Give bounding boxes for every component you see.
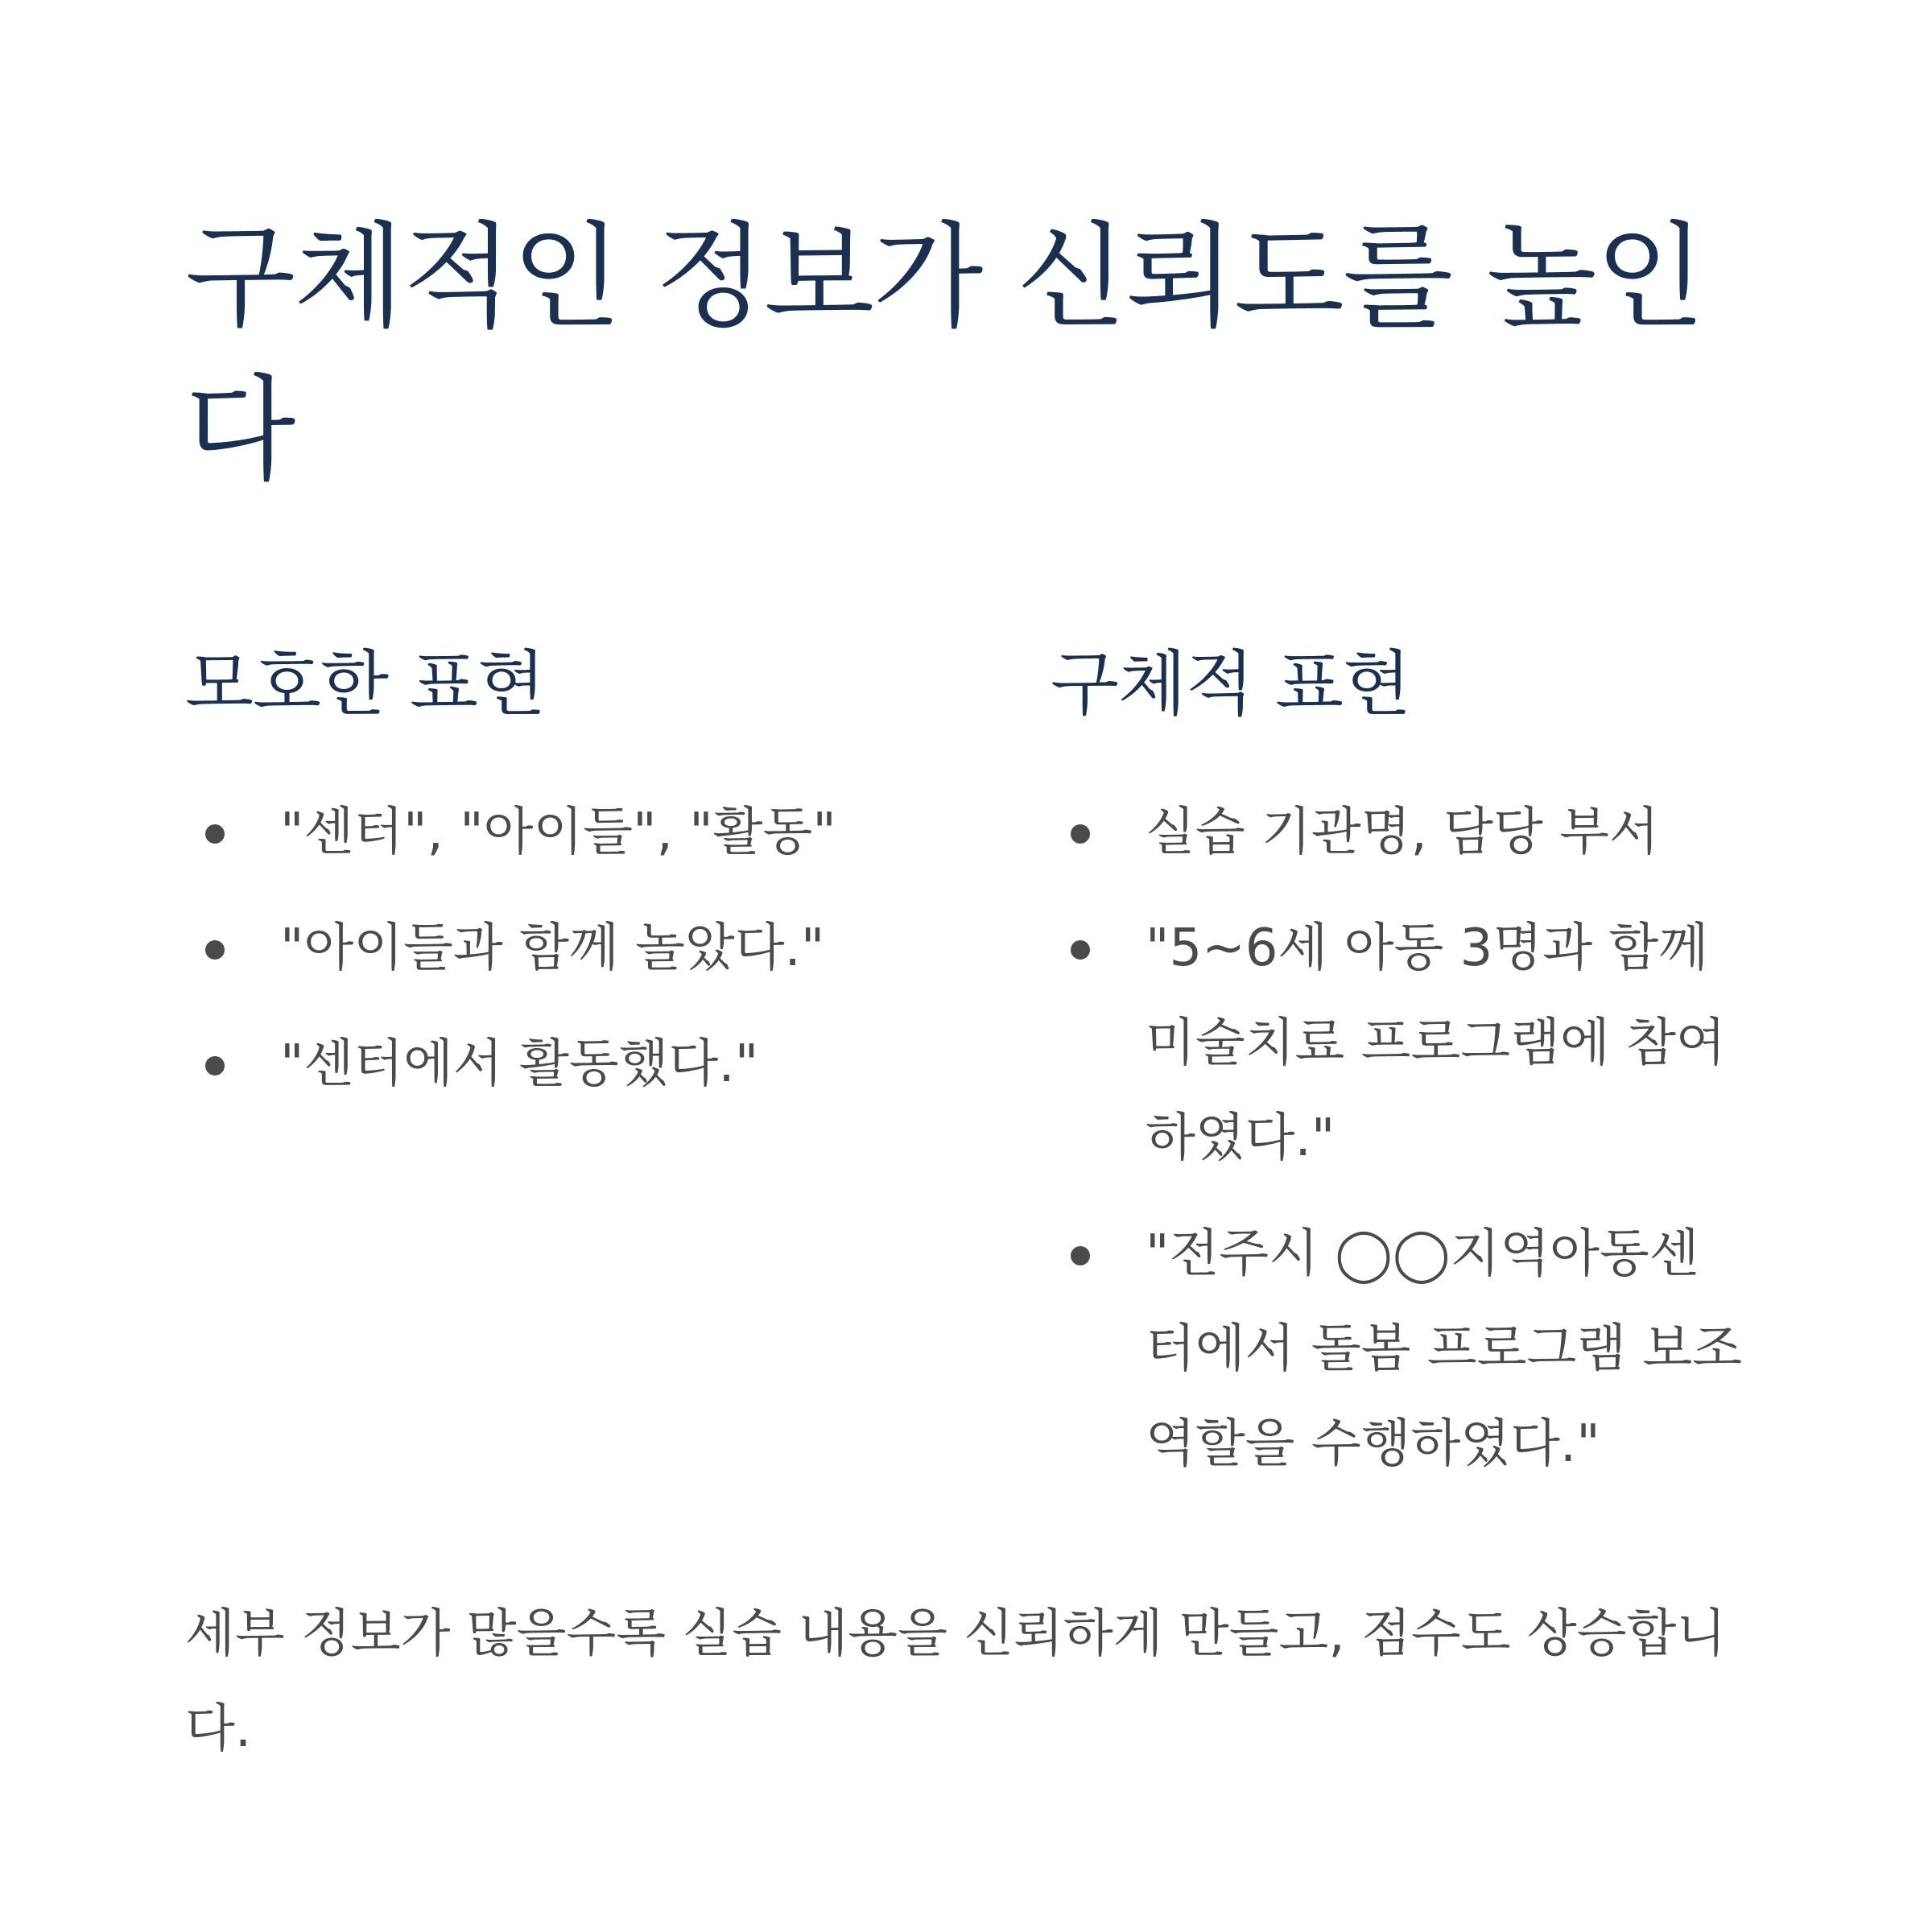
page-title: 구체적인 정보가 신뢰도를 높인다 [185, 211, 1704, 497]
list-item [185, 785, 1051, 880]
list-item-text: 실습 기관명, 담당 부서 [1146, 803, 1659, 862]
list-item [1051, 1207, 1747, 1492]
list-item-text: "센터에서 활동했다." [280, 1034, 759, 1094]
list-item-text: "센터", "아이들", "활동" [280, 803, 836, 862]
list-item [1051, 901, 1747, 1186]
list-item [185, 1017, 1051, 1112]
vague-list [185, 785, 1051, 1112]
list-item [185, 901, 1051, 996]
list-item [1051, 785, 1747, 880]
specific-list [1051, 785, 1747, 1492]
bullet-dot-icon [1071, 1246, 1090, 1265]
bullet-dot-icon [205, 940, 225, 960]
comparison-columns [185, 640, 1747, 1513]
list-item-text: "전주시 ◯◯지역아동센터에서 돌봄 프로그램 보조 역할을 수행하였다." [1146, 1224, 1743, 1474]
specific-column [1051, 640, 1747, 1513]
bullet-dot-icon [1071, 940, 1090, 960]
bullet-dot-icon [205, 1056, 225, 1075]
list-item-text: "5~6세 아동 3명과 함께 미술치료 프로그램에 참여하였다." [1146, 919, 1726, 1168]
vague-column [185, 640, 1051, 1513]
list-item-text: "아이들과 함께 놀았다." [280, 919, 825, 978]
specific-heading: 구체적 표현 [1051, 642, 1411, 725]
bullet-dot-icon [1071, 824, 1090, 844]
summary-text: 세부 정보가 많을수록 실습 내용을 신뢰하게 만들고, 점수도 상승합니다. [185, 1604, 1727, 1759]
bullet-dot-icon [205, 824, 225, 844]
vague-heading: 모호한 표현 [185, 642, 546, 725]
